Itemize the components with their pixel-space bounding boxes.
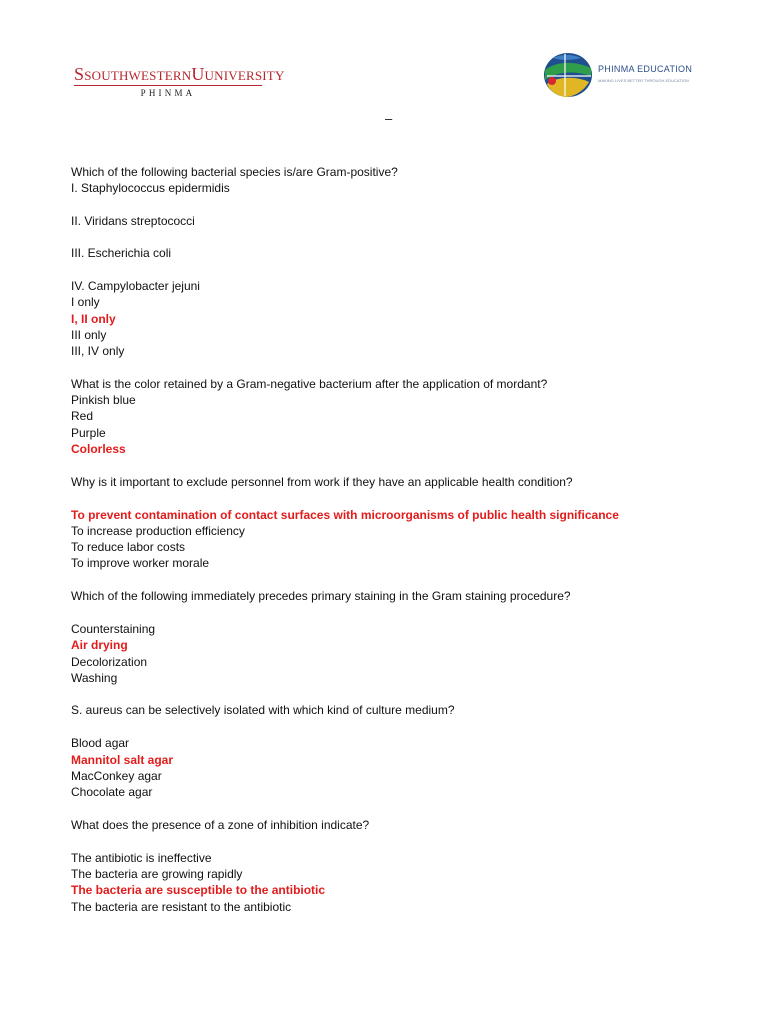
answer-option: Chocolate agar [71, 785, 153, 799]
answer-option: To improve worker morale [71, 556, 210, 570]
correct-answer: I, II only [71, 312, 116, 326]
university-name: SSOUTHWESTERNUUNIVERSITY [74, 64, 285, 84]
answer-option: To increase production efficiency [71, 524, 245, 538]
separator-dash: – [385, 111, 393, 126]
answer-option: III only [71, 328, 107, 342]
answer-option: Purple [71, 426, 106, 440]
phinma-education-logo [543, 52, 703, 98]
partner-name: PHINMA EDUCATION [598, 64, 693, 74]
answer-option: III, IV only [71, 344, 125, 358]
statement: IV. Campylobacter jejuni [71, 279, 200, 293]
answer-option: The antibiotic is ineffective [71, 851, 212, 865]
partner-tagline: MAKING LIVES BETTER THROUGH EDUCATION [598, 78, 689, 83]
answer-option: The bacteria are growing rapidly [71, 867, 243, 881]
globe-icon [543, 52, 593, 98]
university-sub: PHINMA [140, 88, 196, 98]
question-text: Why is it important to exclude personnel from work if they have an applicable health condition? [71, 475, 573, 489]
question-text: Which of the following bacterial species is/are Gram-positive? [71, 165, 398, 179]
logo-divider [74, 85, 262, 86]
question-text: S. aureus can be selectively isolated with which kind of culture medium? [71, 703, 455, 717]
university-name-part1: SOUTHWESTERN [84, 68, 192, 83]
answer-option: Blood agar [71, 736, 130, 750]
answer-option: Washing [71, 671, 118, 685]
answer-option: MacConkey agar [71, 769, 162, 783]
southwestern-university-logo [74, 64, 285, 98]
question-text: What is the color retained by a Gram-negative bacterium after the application of mordant? [71, 377, 548, 391]
correct-answer: Mannitol salt agar [71, 753, 174, 767]
statement: I. Staphylococcus epidermidis [71, 181, 230, 195]
university-name-part2: UNIVERSITY [204, 68, 285, 83]
answer-option: Pinkish blue [71, 393, 136, 407]
answer-option: To reduce labor costs [71, 540, 186, 554]
correct-answer: To prevent contamination of contact surfaces with microorganisms of public health significance [71, 508, 619, 522]
answer-option: I only [71, 295, 100, 309]
answer-option: Counterstaining [71, 622, 156, 636]
statement: II. Viridans streptococci [71, 214, 195, 228]
statement: III. Escherichia coli [71, 246, 172, 260]
question-text: What does the presence of a zone of inhibition indicate? [71, 818, 370, 832]
answer-option: Red [71, 409, 94, 423]
correct-answer: The bacteria are susceptible to the antibiotic [71, 883, 326, 897]
question-text: Which of the following immediately precedes primary staining in the Gram staining procedure? [71, 589, 571, 603]
correct-answer: Air drying [71, 638, 128, 652]
answer-option: Decolorization [71, 655, 148, 669]
answer-option: The bacteria are resistant to the antibiotic [71, 900, 292, 914]
correct-answer: Colorless [71, 442, 126, 456]
